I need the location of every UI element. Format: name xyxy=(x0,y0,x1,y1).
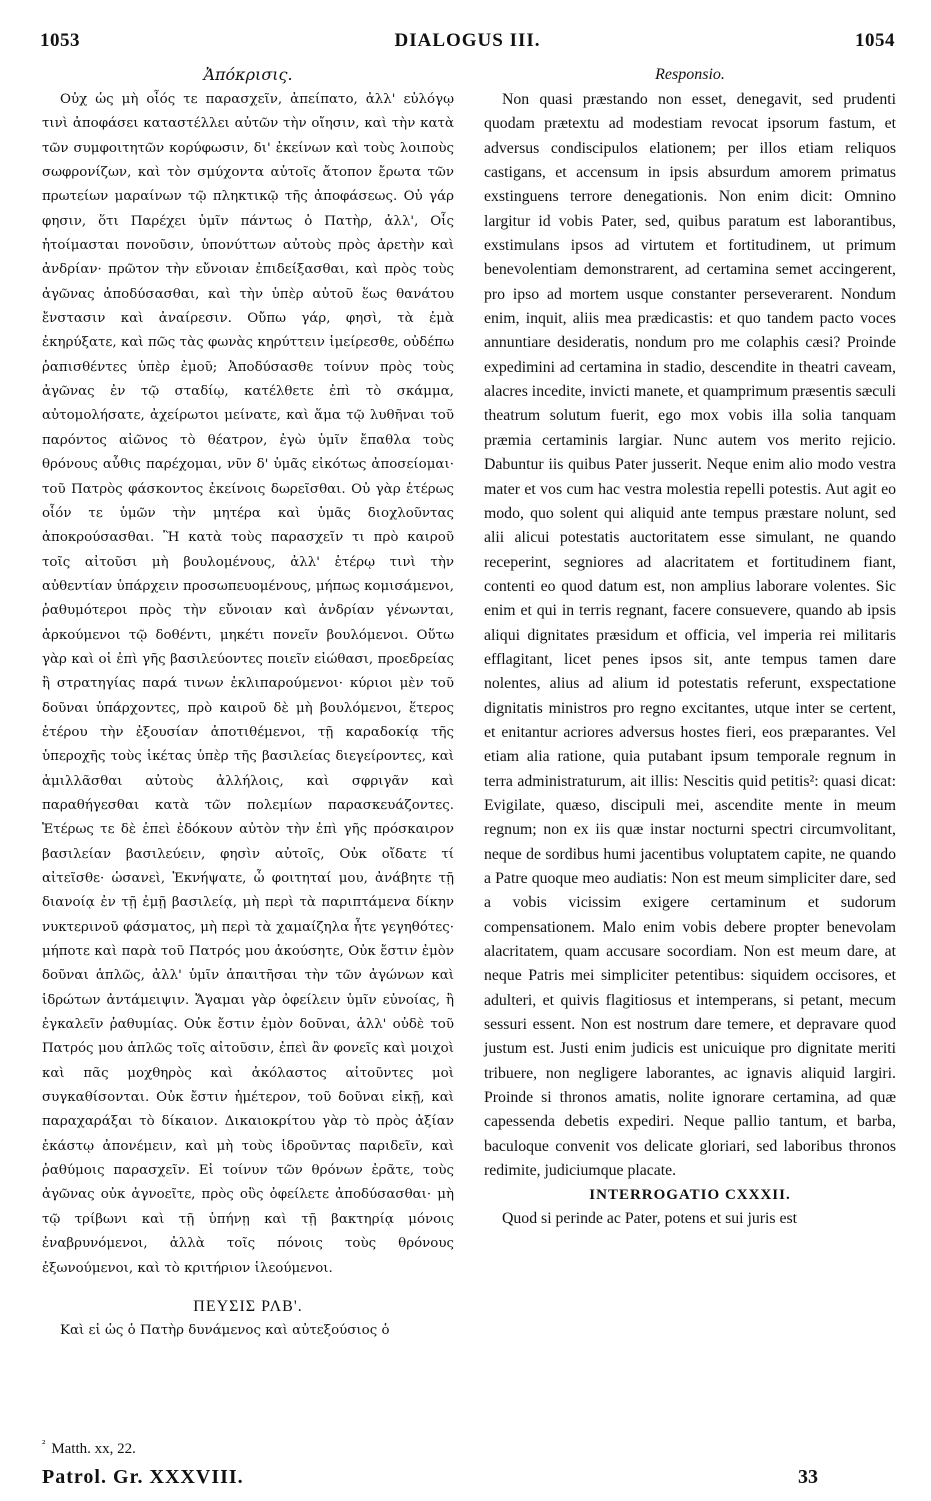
latin-heading: Responsio. xyxy=(655,66,725,83)
footnote-text: Matth. xx, 22. xyxy=(51,1441,136,1457)
source-line: Patrol. Gr. XXXVIII. xyxy=(42,1466,244,1488)
signature-mark: 33 xyxy=(798,1466,818,1488)
greek-heading: Ἀπόκρισις. xyxy=(203,65,293,84)
footnote xyxy=(42,1438,462,1458)
greek-paragraph: Οὐχ ὡς μὴ οἷός τε παρασχεῖν, ἀπείπατο, ἀλλ' εὐλόγῳ τινὶ ἀποφάσει καταστέλλει αὐτῶν τὴν οἴησιν, καὶ τὴν κατὰ τῶν συμφοιτητῶν κορύφωσιν, δι' ἐκείνων καὶ τοὺς λοιποὺς σωφρονίζων, καὶ τὸν σμύχοντα αὐτοῖς ἄτοπον ἔρωτα τῶν πρωτείων μαραίνων τῷ πληκτικῷ τῆς ἀποφάσεως. Οὐ γάρ φησιν, ὅτι Παρέχει ὑμῖν πάντως ὁ Πατὴρ, ἀλλ', Οἷς ἡτοίμασται πονοῦσιν, ὑπονύττων αὐτοὺς πρὸς ἀρετὴν καὶ ἀνδρίαν· πρῶτον τὴν εὔνοιαν ἐπιδείξασθαι, καὶ πρὸς τοὺς ἀγῶνας ἀποδύσασθαι, καὶ τὴν ὑπὲρ αὐτοῦ ἕως θανάτου ἔνστασιν καὶ ἀναίρεσιν. Οὔπω γάρ, φησὶ, τὰ ἐμὰ ἐκηρύξατε, καὶ πῶς τὰς φωνὰς κηρύττειν ἱμείρεσθε, οὐδέπω ῥαπισθέντες ὑπὲρ ἐμοῦ; Ἀποδύσασθε τοίνυν πρὸς τοὺς ἀγῶνας ἐν τῷ σταδίῳ, κατέλθετε ἐπὶ τὸ σκάμμα, αὐτομολήσατε, ἀχείρωτοι μείνατε, καὶ ἅμα τῷ λυθῆναι τοῦ παρόντος αἰῶνος τὸ θέατρον, ἐγὼ ὑμῖν ἔπαθλα τοὺς θρόνους αὖθις παρέχομαι, νῦν δ' ὑμᾶς εἰκότως ἀποσείομαι· τοῦ Πατρὸς φάσκοντος ἐκείνοις δωρεῖσθαι. Οὐ γὰρ ἑτέρως οἷόν τε ὑμῶν τὴν μητέρα καὶ ὑμᾶς διοχλοῦντας ἀποκρούσασθαι. Ἢ κατὰ τοὺς παρασχεῖν τι πρὸ καιροῦ τοῖς αἰτοῦσι μὴ βουλομένους, ἀλλ' ἑτέρῳ τινὶ τὴν αὐθεντίαν ὑπάρχειν προσωπευομένους, μήπως κομισάμενοι, ῥαθυμότεροι πρὸς τὴν εὔνοιαν καὶ ἀνδρίαν γένωνται, ἀρκούμενοι τῷ δοθέντι, μηκέτι πονεῖν βουλόμενοι. Οὕτω γὰρ καὶ οἱ ἐπὶ γῆς βασιλεύοντες ποιεῖν εἰώθασι, προεδρείας ἢ στρατηγίας παρά τινων ἐκλιπαρούμενοι· κύριοι μὲν τοῦ δοῦναι ὑπάρχοντες, πρὸ καιροῦ δὲ μὴ βουλόμενοι, ἕτερος ἑτέρου τὴν ἐξουσίαν ἀποτιθέμενοι, τῇ καραδοκίᾳ τῆς ὑπεροχῆς τοὺς ἱκέτας ὑπὲρ τῆς βασιλείας διεγείροντες, καὶ ἁμιλλᾶσθαι αὐτοὺς ἀλλήλοις, καὶ σφριγᾶν καὶ παραθήγεσθαι κατὰ τῶν πολεμίων παρασκευάζοντες. Ἑτέρως τε δὲ ἐπεὶ ἐδόκουν αὐτὸν τὴν ἐπὶ γῆς πρόσκαιρον βασιλείαν βασιλεύειν, φησὶν αὐτοῖς, Οὐκ οἴδατε τί αἰτεῖσθε· ὡσανεὶ, Ἐκνήψατε, ὦ φοιτηταί μου, ἀνάβητε τῇ διανοίᾳ ἐν τῇ ἐμῇ βασιλείᾳ, μὴ περὶ τὰ παριπτάμενα δίκην νυκτερινοῦ φάσματος, μὴ περὶ τὰ χαμαίζηλα ἦτε γεγηθότες· μήποτε καὶ παρὰ τοῦ Πατρός μου ἀκούσητε, Οὐκ ἔστιν ἐμὸν δοῦναι ἁπλῶς, ἀλλ' ὑμῖν ἀπαιτῆσαι τὴν τῶν ἀγώνων καὶ ἱδρώτων ἀντάμειψιν. Ἄγαμαι γὰρ ὀφείλειν ὑμῖν εὐνοίας, ἢ ἐγκαλεῖν ῥαθυμίας. Οὐκ ἔστιν ἐμὸν δοῦναι, ἀλλ' οὐδὲ τοῦ Πατρός μου ἁπλῶς τοῖς αἰτοῦσιν, ἐπεὶ ἂν φονεῖς καὶ μοιχοὶ καὶ πᾶς μοχθηρὸς καὶ ἀκόλαστος αἰτοῦντες μοὶ συγκαθίσονται. Οὐκ ἔστιν ἡμέτερον, τοῦ δοῦναι εἰκῇ, καὶ παραχαράξαι τὸ δίκαιον. Δικαιοκρίτου γὰρ τὸ πρὸς ἀξίαν ἑκάστῳ ἀπονέμειν, καὶ μὴ τοὺς ἱδροῦντας παριδεῖν, καὶ ῥαθύμοις παρασχεῖν. Εἰ τοίνυν τῶν θρόνων ἐρᾶτε, τοὺς ἀγῶνας οὐκ ἀγνοεῖτε, πρὸς οὓς ὀφείλετε ἀποδύσασθαι· μὴ τῷ τρίβωνι καὶ τῇ ὑπήνῃ καὶ τῇ βακτηρίᾳ μόνοις ἐναβρυνόμενοι, ἀλλὰ τοῖς πόνοις τοὺς θρόνους ἐξωνούμενοι, καὶ τὸ κριτήριον ἱλεούμενοι. xyxy=(42,92,454,1276)
latin-column xyxy=(484,64,896,1232)
latin-section-title: INTERROGATIO CXXXII. xyxy=(589,1187,791,1204)
greek-section-title: ΠΕΥΣΙΣ ΡΛΒ'. xyxy=(193,1297,303,1315)
footnote-mark: ² xyxy=(42,1438,46,1450)
page-header xyxy=(40,30,895,58)
page-number-left: 1053 xyxy=(40,30,80,51)
page-number-right: 1054 xyxy=(855,30,895,51)
greek-continuation: Καὶ εἰ ὡς ὁ Πατὴρ δυνάμενος καὶ αὐτεξούσιος ὁ xyxy=(60,1322,390,1338)
running-title: DIALOGUS III. xyxy=(394,30,541,51)
latin-continuation: Quod si perinde ac Pater, potens et sui juris est xyxy=(502,1210,798,1228)
greek-column xyxy=(42,64,454,1343)
latin-paragraph: Non quasi præstando non esset, denegavit, sed prudenti quodam prætextu ad modestiam revocat ipsorum fastum, et adversus condiscipulos elationem; per illos etiam reliquos castigans, et accensum in ipsis absurdum amorem primatus exstinguens terrore denegationis. Non enim dicit: Omnino largitur id vobis Pater, sed, quibus paratum est laborantibus, exstimulans ipsos ad virtutem et fortitudinem, ut primum benevolentiam demonstrarent, ad certamina semet accingerent, pro ipso ad mortem usque constanter perseverarent. Nondum enim, inquit, aliis mea prædicastis: et quo tandem pacto voces annuntiare desideratis, nondum pro me colaphis cæsi? Proinde expedimini ad certamina in stadio, descendite in theatri caveam, alacres incedite, invicti manete, et quamprimum præsentis sæculi theatrum solutum fuerit, ego mox vobis illa solia tanquam præmia certaminis largiar. Nunc autem vos merito rejicio. Dabuntur iis quibus Pater jusserit. Neque enim alio modo vestra mater et vos cum hac vestra molestia repelli potestis. Aut agit eo modo, quo solent qui aliquid ante tempus præstare nolunt, sed alii alicui potestatis auctoritatem esse simulant, ne quando receperint, segniores ad alacritatem et fortitudinem fiant, contenti eo quod datum est, non amplius laborare volentes. Sic enim et qui in terris regnant, facere consuevere, quando ab ipsis aliqui dignitates præsidum et officia, vel imperia rei militaris efflagitant, licet penes ipsos sit, ante tempus tamen dare nolentes, alius ad alium id potestatis referunt, exspectatione dignitatis ministros pro regno excitantes, utque inter se certent, et enitantur acriores adversus hostes fieri, eos præparantes. Vel etiam alia ratione, quia putabant ipsum temporale regnum in terra administraturum, ait illis: Nescitis quid petitis²: quasi dicat: Evigilate, quæso, discipuli mei, ascendite mente in meum regnum; non ex iis quæ instar nocturni spectri circumvolitant, neque de sordibus humi jacentibus voluptatem capite, ne quando a Patre quoque meo audiatis: Non est meum simpliciter dare, sed a vobis vicissim exigere certaminum et sudorum compensationem. Malo enim vobis debere propter benevolam alacritatem, quam accusare socordiam. Non est meum dare, at neque Patris mei simpliciter petentibus: siquidem occisores, et adulteri, et quivis flagitiosus et intemperans, si petant, mecum sessuri essent. Non est nostrum dare temere, et depravare quod justum est. Justi enim judicis est unicuique pro dignitate meriti tribuere, non negligere laborantes, ac ignavis aliquid largiri. Proinde si thronos amatis, nolite ignorare certamina, ad quæ capessenda debetis expediri. Neque pallio tantum, et barba, baculoque convenit vos delicate gloriari, sed laboribus thronos redimite, judiciumque placate. xyxy=(484,91,896,1180)
